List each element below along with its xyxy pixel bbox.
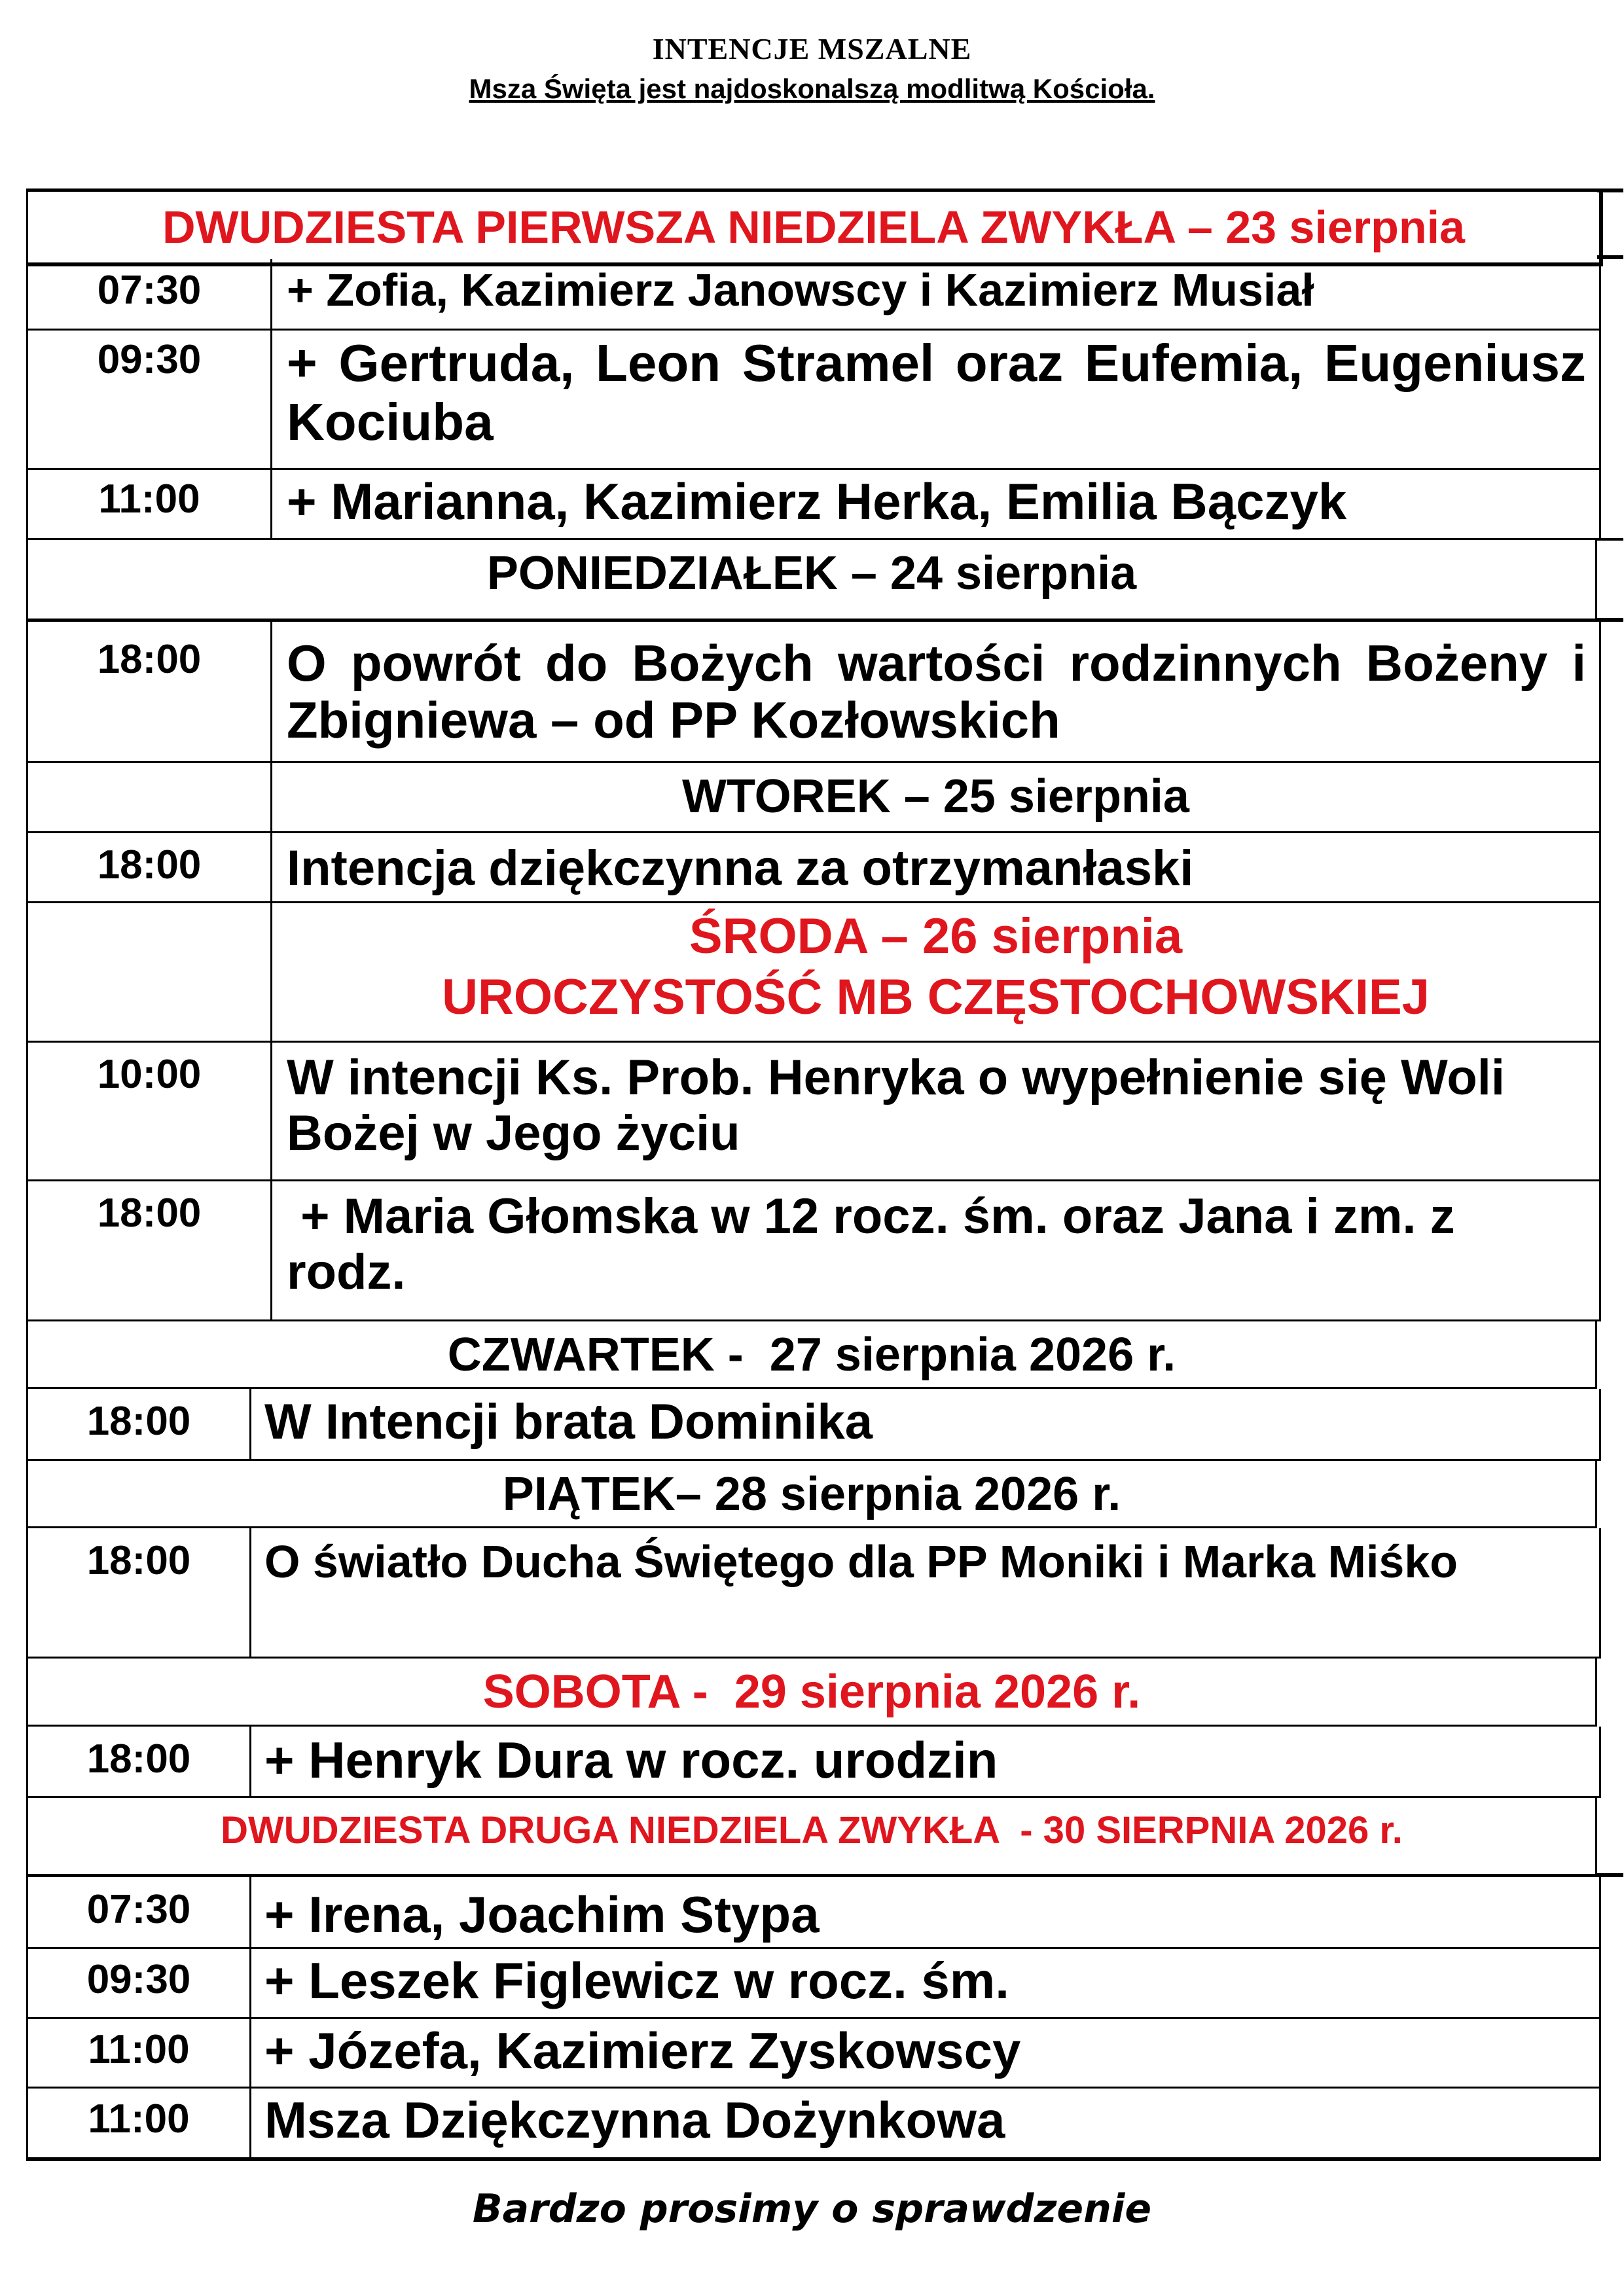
entry-text: + Irena, Joachim Stypa bbox=[249, 1877, 1599, 1947]
entry-text: W intencji Ks. Prob. Henryka o wypełnienie się Woli Bożej w Jego życiu bbox=[270, 1041, 1599, 1179]
entry-time: 18:00 bbox=[97, 1191, 202, 1236]
right-border-bar bbox=[1597, 1873, 1623, 1877]
page-title: INTENCJE MSZALNE bbox=[652, 32, 972, 65]
entry-row bbox=[26, 1528, 1601, 1659]
entry-text: O powrót do Bożych wartości rodzinnych Bożeny i Zbigniewa – od PP Kozłowskich bbox=[270, 622, 1599, 761]
day-heading-wednesday bbox=[270, 901, 1599, 1041]
day-heading-friday: PIĄTEK– 28 sierpnia 2026 r. bbox=[26, 1459, 1597, 1528]
entry-row bbox=[26, 468, 1601, 540]
day-heading-monday: PONIEDZIAŁEK – 24 sierpnia bbox=[26, 538, 1597, 622]
entry-text: Msza Dziękczynna Dożynkowa bbox=[249, 2087, 1599, 2157]
entry-row bbox=[26, 1179, 1601, 1321]
entry-row bbox=[26, 622, 1601, 763]
entry-text: + Leszek Figlewicz w rocz. śm. bbox=[249, 1947, 1599, 2017]
entry-time: 09:30 bbox=[86, 1957, 191, 2002]
entry-time: 11:00 bbox=[88, 2027, 190, 2072]
entry-time: 18:00 bbox=[97, 637, 202, 682]
day-heading-sunday-23: DWUDZIESTA PIERWSZA NIEDZIELA ZWYKŁA – 23 sierpnia bbox=[26, 188, 1603, 266]
day-heading-thursday: CZWARTEK - 27 sierpnia 2026 r. bbox=[26, 1319, 1597, 1389]
day-heading-sunday-30: DWUDZIESTA DRUGA NIEDZIELA ZWYKŁA - 30 SIERPNIA 2026 r. bbox=[26, 1796, 1597, 1877]
entry-time: 18:00 bbox=[86, 1538, 191, 1583]
day-heading-feast: UROCZYSTOŚĆ MB CZĘSTOCHOWSKIEJ bbox=[442, 969, 1430, 1025]
entry-text: + Henryk Dura w rocz. urodzin bbox=[249, 1727, 1599, 1796]
day-heading-tuesday: WTOREK – 25 sierpnia bbox=[270, 761, 1599, 831]
right-border-bar bbox=[1597, 188, 1623, 192]
entry-row bbox=[26, 2087, 1601, 2161]
entry-time: 18:00 bbox=[86, 1736, 191, 1782]
entry-time: 07:30 bbox=[86, 1887, 191, 1932]
entry-text: Intencja dziękczynna za otrzymanłaski bbox=[270, 831, 1599, 901]
entry-time: 11:00 bbox=[88, 2096, 190, 2142]
entry-row bbox=[26, 831, 1601, 903]
entry-text: O światło Ducha Świętego dla PP Moniki i Marka Miśko bbox=[249, 1528, 1599, 1657]
right-border-bar bbox=[1597, 538, 1623, 541]
entry-text: + Zofia, Kazimierz Janowscy i Kazimierz Musiał bbox=[270, 259, 1599, 329]
day-heading-saturday: SOBOTA - 29 sierpnia 2026 r. bbox=[26, 1657, 1597, 1727]
entry-time: 11:00 bbox=[98, 476, 200, 522]
entry-row bbox=[26, 329, 1601, 470]
entry-row bbox=[26, 1727, 1601, 1798]
page-subtitle: Msza Święta jest najdoskonalszą modlitwą Kościoła. bbox=[469, 73, 1155, 104]
entry-text: W Intencji brata Dominika bbox=[249, 1389, 1599, 1459]
entry-text: + Gertruda, Leon Stramel oraz Eufemia, Eugeniusz Kociuba bbox=[270, 329, 1599, 468]
entry-row bbox=[26, 1389, 1601, 1461]
entry-text: + Marianna, Kazimierz Herka, Emilia Bączyk bbox=[270, 468, 1599, 538]
right-border-bar bbox=[1597, 255, 1623, 259]
intentions-table bbox=[26, 188, 1623, 2178]
right-border-bar bbox=[1597, 618, 1623, 622]
entry-time: 09:30 bbox=[97, 337, 202, 382]
entry-time: 10:00 bbox=[97, 1052, 202, 1097]
entry-row bbox=[26, 1947, 1601, 2019]
day-heading-date: ŚRODA – 26 sierpnia bbox=[689, 908, 1183, 964]
day-heading-row bbox=[26, 761, 1601, 833]
entry-row bbox=[26, 259, 1601, 331]
entry-row bbox=[26, 2017, 1601, 2089]
entry-time: 07:30 bbox=[97, 268, 202, 313]
entry-time: 18:00 bbox=[86, 1399, 191, 1444]
entry-row bbox=[26, 1041, 1601, 1181]
entry-row bbox=[26, 1877, 1601, 1949]
entry-text: + Maria Głomska w 12 rocz. śm. oraz Jana i zm. z rodz. bbox=[270, 1179, 1599, 1319]
entry-text: + Józefa, Kazimierz Zyskowscy bbox=[249, 2017, 1599, 2087]
entry-time: 18:00 bbox=[97, 842, 202, 888]
day-heading-row bbox=[26, 901, 1601, 1043]
footer-note: Bardzo prosimy o sprawdzenie bbox=[472, 2186, 1152, 2232]
